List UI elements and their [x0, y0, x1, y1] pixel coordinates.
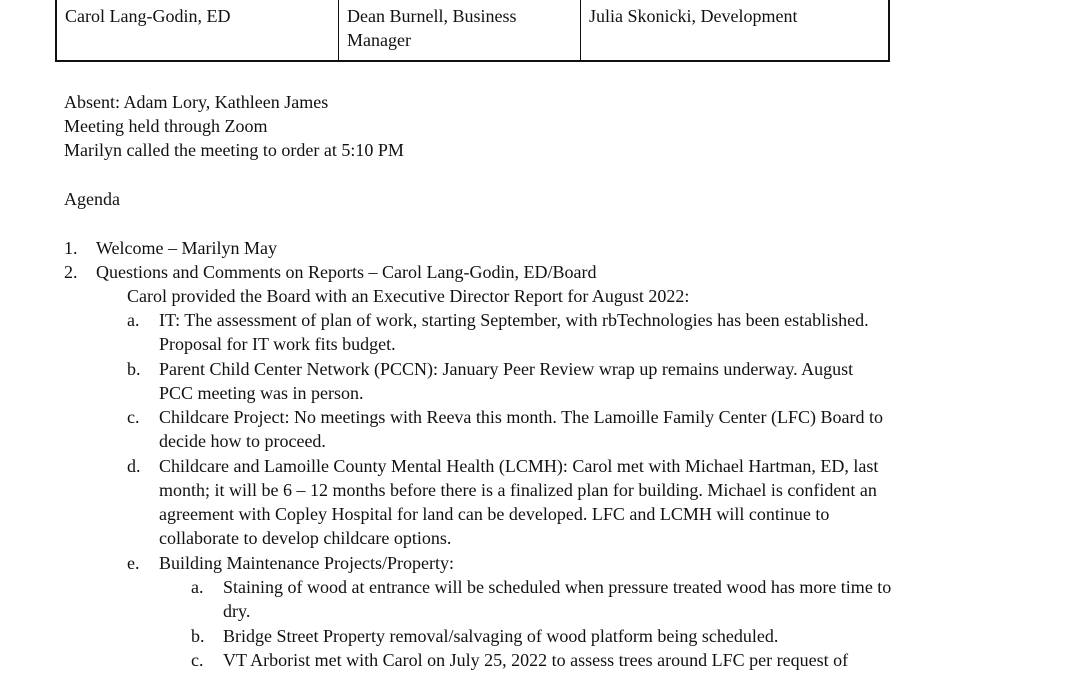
- nested-subitem-text: VT Arborist met with Carol on July 25, 2022 to assess trees around LFC per request of: [223, 650, 849, 670]
- absent-line: Absent: Adam Lory, Kathleen James: [64, 92, 329, 112]
- subitem-text: PCC meeting was in person.: [159, 383, 364, 403]
- call-to-order: Marilyn called the meeting to order at 5:10 PM: [64, 140, 404, 160]
- subitem-text: Childcare Project: No meetings with Reeva this month. The Lamoille Family Center (LFC) Board to: [159, 407, 884, 427]
- agenda-item-text: Welcome – Marilyn May: [96, 238, 278, 258]
- subitem-letter: a.: [127, 310, 140, 330]
- attendees-table: [55, 0, 890, 62]
- attendee-name: Julia Skonicki, Development: [589, 6, 798, 26]
- nested-subitem-text: Bridge Street Property removal/salvaging of wood platform being scheduled.: [223, 626, 779, 646]
- subitem-text: Building Maintenance Projects/Property:: [159, 553, 454, 573]
- attendee-name-line-1: Dean Burnell, Business: [347, 6, 517, 26]
- nested-subitem-text: Staining of wood at entrance will be scheduled when pressure treated wood has more time to: [223, 577, 892, 597]
- subitem-text: Childcare and Lamoille County Mental Health (LCMH): Carol met with Michael Hartman, ED, last: [159, 456, 879, 476]
- agenda-heading: Agenda: [64, 189, 120, 209]
- subitem-letter: e.: [127, 553, 140, 573]
- nested-subitem-letter: b.: [191, 626, 205, 646]
- attendee-name-line-2: Manager: [347, 30, 411, 50]
- agenda-item-text: Questions and Comments on Reports – Carol Lang-Godin, ED/Board: [96, 262, 597, 282]
- agenda-item-number: 1.: [64, 238, 78, 258]
- subitem-text: Parent Child Center Network (PCCN): January Peer Review wrap up remains underway. August: [159, 359, 854, 379]
- attendee-cell: [57, 0, 338, 60]
- subitem-text: agreement with Copley Hospital for land can be developed. LFC and LCMH will continue to: [159, 504, 830, 524]
- subitem-text: Proposal for IT work fits budget.: [159, 334, 396, 354]
- nested-subitem-letter: c.: [191, 650, 204, 670]
- subitem-text: collaborate to develop childcare options.: [159, 528, 452, 548]
- attendee-cell: [338, 0, 580, 60]
- attendee-name: Carol Lang-Godin, ED: [65, 6, 231, 26]
- subitem-text: IT: The assessment of plan of work, starting September, with rbTechnologies has been established.: [159, 310, 869, 330]
- report-intro: Carol provided the Board with an Executive Director Report for August 2022:: [127, 286, 690, 306]
- meeting-location: Meeting held through Zoom: [64, 116, 268, 136]
- nested-subitem-text: dry.: [223, 601, 251, 621]
- agenda-item-number: 2.: [64, 262, 78, 282]
- subitem-letter: b.: [127, 359, 141, 379]
- subitem-text: decide how to proceed.: [159, 431, 326, 451]
- subitem-letter: c.: [127, 407, 140, 427]
- subitem-text: month; it will be 6 – 12 months before there is a finalized plan for building. Michael is confident an: [159, 480, 877, 500]
- subitem-letter: d.: [127, 456, 141, 476]
- nested-subitem-letter: a.: [191, 577, 204, 597]
- attendee-cell: [580, 0, 888, 60]
